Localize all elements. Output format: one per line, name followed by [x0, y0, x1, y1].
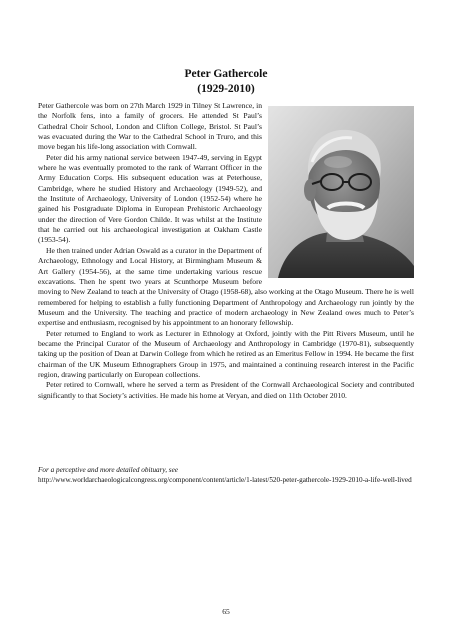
body-paragraph-1: Peter Gathercole was born on 27th March 1929 in Tilney St Lawrence, in the Norfolk fens, into a family of grocers. He attended St Paul’s Cathedral Choir School, London and Clifton College, Bristol. St Paul’s was evacuated during the War to the Cathedral School in Truro, and this move began his life-long association with Cornwall.: [38, 101, 262, 152]
article-heading: [0, 67, 452, 97]
obituary-note: [38, 466, 414, 485]
page-number: 65: [222, 607, 230, 616]
body-paragraph-2: Peter did his army national service between 1947-49, serving in Egypt where he was eventually promoted to the rank of Warrant Officer in the Army Education Corps. His subsequent education was at Peterhouse, Cambridge, where he studied History and Archaeology (1949-52), and the Institute of Archaeology, University of London (1952-54) where he gained his Postgraduate Diploma in European Prehistoric Archaeology under the direction of Vere Gordon Childe. It was whilst at the Institute that he carried out his archaeological investigation at Oakham Castle (1953-54).: [38, 152, 262, 245]
body-paragraph-3: He then trained under Adrian Oswald as a curator in the Department of Archaeology, Ethnology and Local History, at Birmingham Museum & Art Gallery (1954-56), at the same time undertaking various rescue excavations. Then he spent two years at Scunthorpe Museum before moving to New Zealand to teach at the University of Otago (1958-68), also working at the Otago Museum. There he is well remembered for helping to establish a fully functioning Department of Anthropology and Archaeology run jointly by the Museum and the University. The teaching and practice of modern archaeology in New Zealand owes much to Peter’s expertise and enthusiasm, recognised by his appointment to an honorary fellowship.: [38, 245, 414, 328]
body-paragraph-5: Peter retired to Cornwall, where he served a term as President of the Cornwall Archaeological Society and contributed significantly to that Society’s activities. He made his home at Veryan, and died on 11th October 2010.: [38, 380, 414, 400]
body-paragraph-4: Peter returned to England to work as Lecturer in Ethnology at Oxford, jointly with the Pitt Rivers Museum, until he became the Principal Curator of the Museum of Archaeology and Anthropology in Cambridge (1970-81), subsequently taking up the position of Dean at Darwin College from which he retired as an Emeritus Fellow in 1994. He became the first chairman of the UK Museum Ethnographers Group in 1975, and maintained a continuing research interest in the Pacific region, drawing particularly on European collections.: [38, 328, 414, 379]
obituary-link[interactable]: http://www.worldarchaeologicalcongress.org/component/content/article/1-latest/520-peter-gathercole-1929-2010-a-life-well-lived: [38, 475, 412, 484]
photo-float-spacer: [266, 105, 414, 283]
note-lead: For a perceptive and more detailed obituary, see: [38, 466, 178, 474]
article-title: Peter Gathercole: [184, 68, 268, 80]
article-body: [38, 101, 414, 401]
article-dates: (1929-2010): [197, 83, 255, 95]
